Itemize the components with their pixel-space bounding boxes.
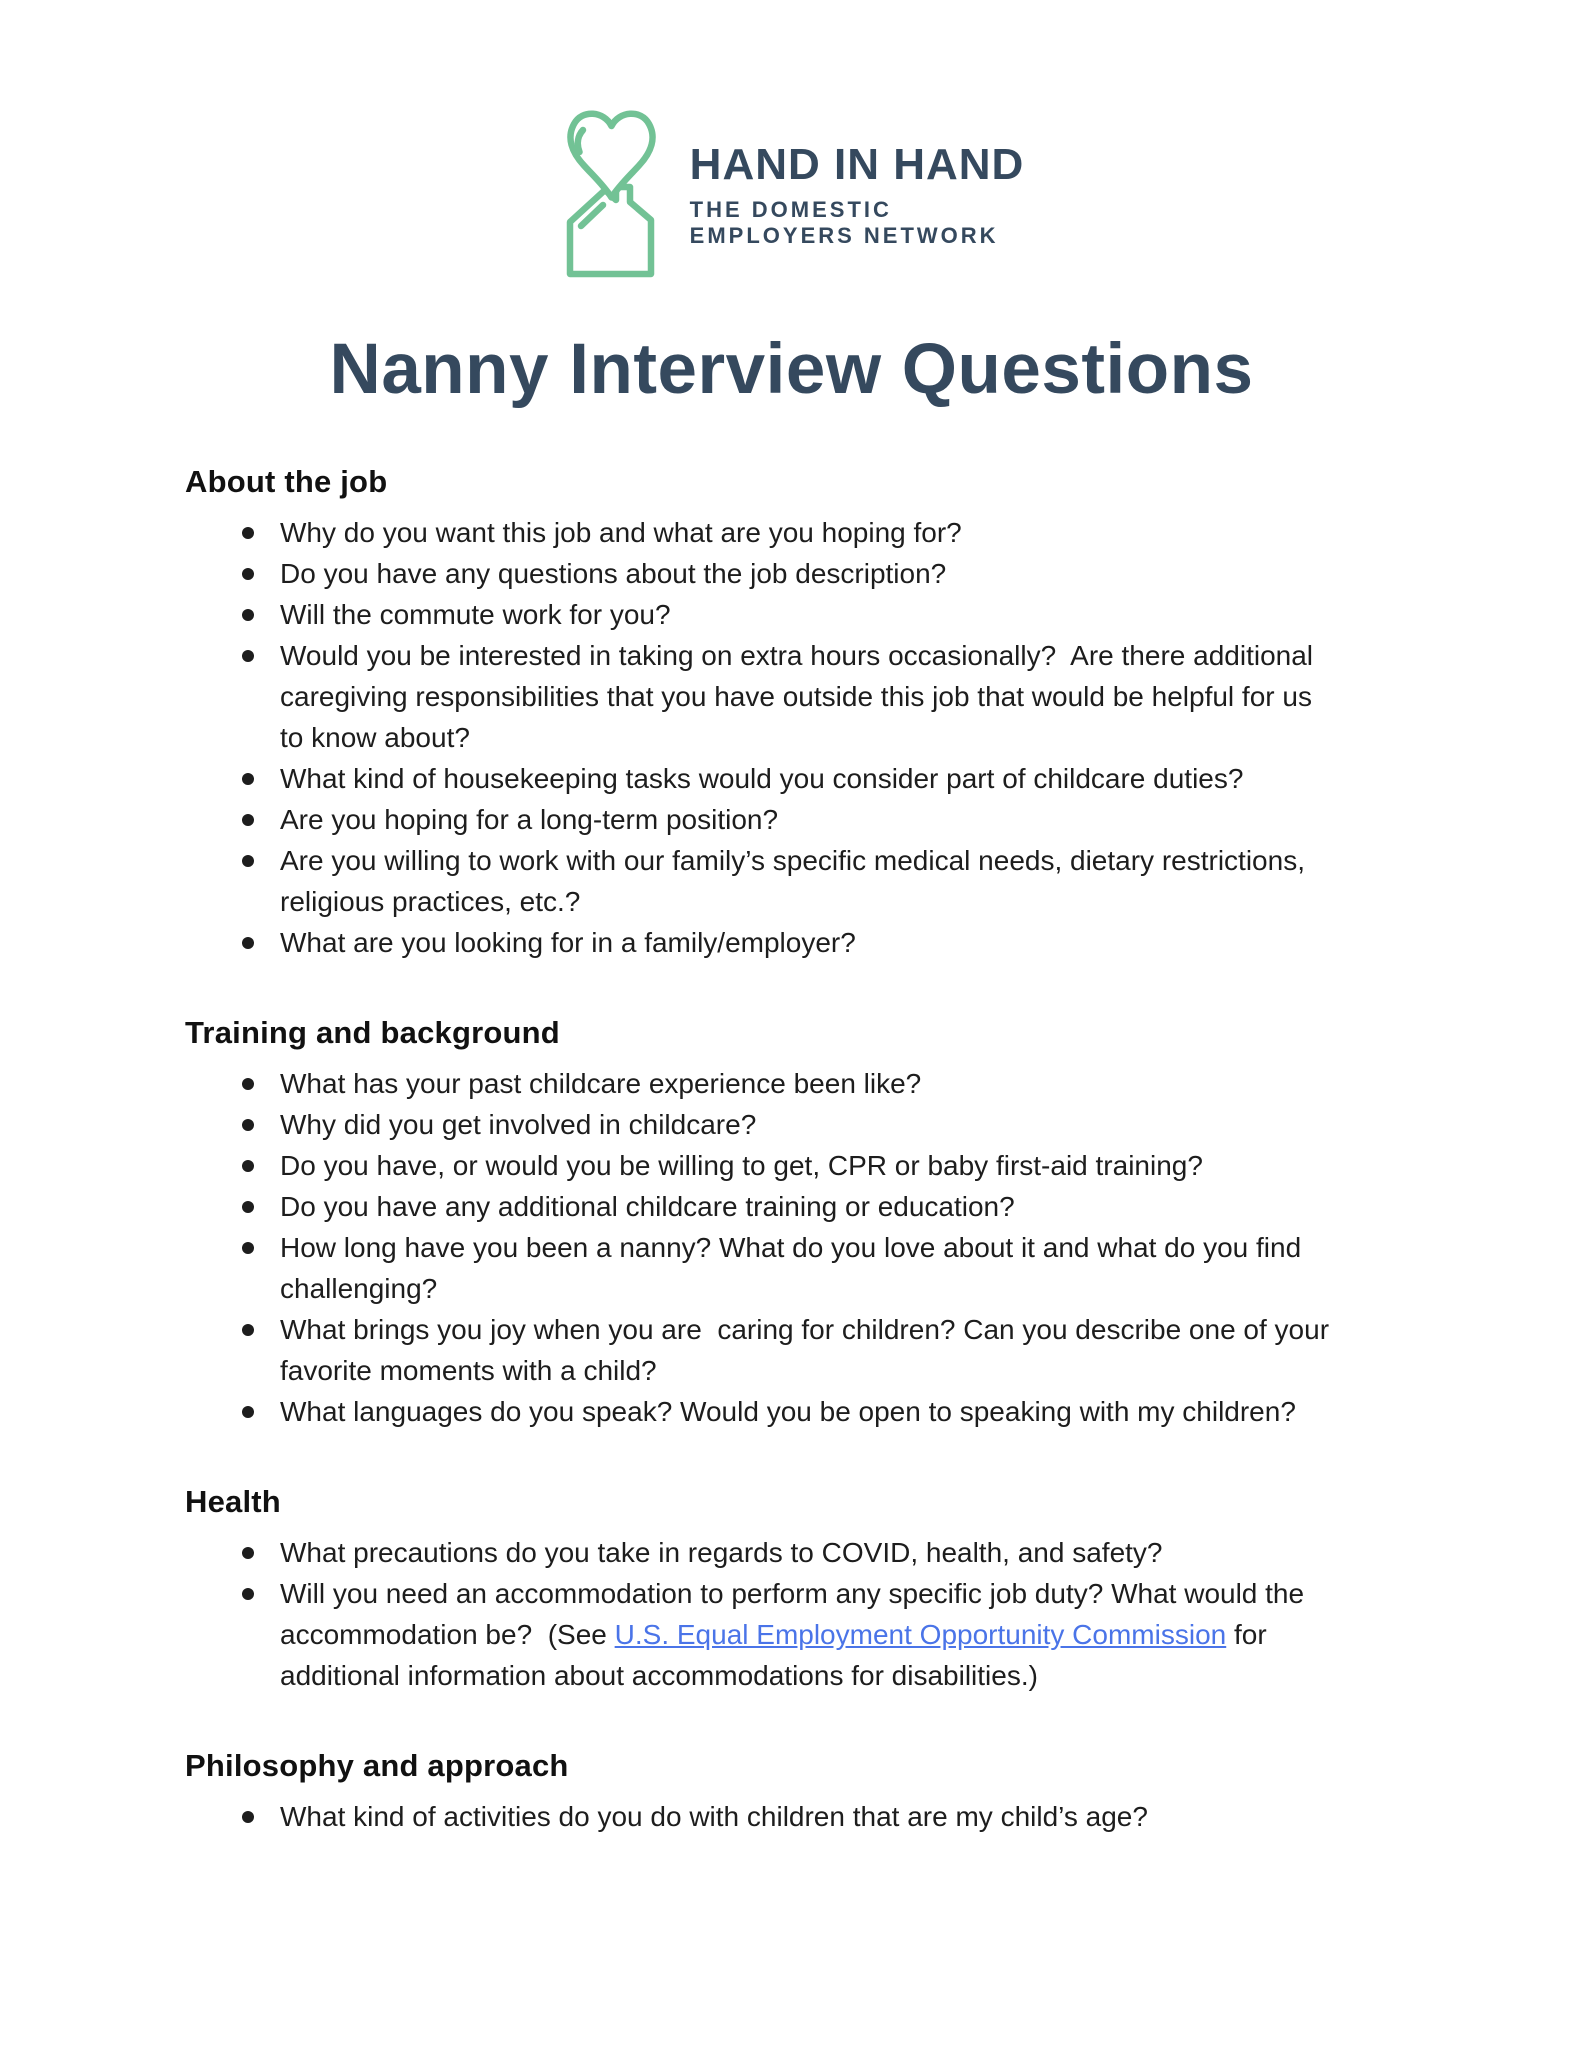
list-item xyxy=(185,1104,1335,1145)
brand-subtitle-line-1: THE DOMESTIC xyxy=(689,197,892,222)
list-item xyxy=(185,1145,1335,1186)
bullet-text-pre: Will you need an accommodation to perform any specific job duty? What would the accommodation be? (See xyxy=(280,1578,1312,1650)
list-item xyxy=(185,1796,1335,1837)
list-item xyxy=(185,799,1335,840)
list-item xyxy=(185,594,1335,635)
bullet-text: Do you have any questions about the job description? xyxy=(280,558,947,589)
brand-name: HAND IN HAND xyxy=(689,140,1025,189)
section-heading: Philosophy and approach xyxy=(185,1748,569,1783)
bullet-dot-icon xyxy=(242,1119,254,1131)
bullet-dot-icon xyxy=(242,650,254,662)
list-item xyxy=(185,1063,1335,1104)
list-item xyxy=(185,1186,1335,1227)
logo xyxy=(0,0,1583,281)
list-item xyxy=(185,1532,1335,1573)
bullet-text: What kind of housekeeping tasks would you consider part of childcare duties? xyxy=(280,763,1244,794)
bullet-list xyxy=(185,1063,1335,1432)
bullet-dot-icon xyxy=(242,1160,254,1172)
bullet-text: Why do you want this job and what are you hoping for? xyxy=(280,517,962,548)
brand-subtitle xyxy=(690,197,1025,249)
bullet-dot-icon xyxy=(242,1547,254,1559)
bullet-text: What kind of activities do you do with children that are my child’s age? xyxy=(280,1801,1148,1832)
bullet-dot-icon xyxy=(242,1324,254,1336)
section-heading: About the job xyxy=(185,464,388,499)
list-item xyxy=(185,1309,1335,1391)
list-item xyxy=(185,1391,1335,1432)
bullet-list xyxy=(185,1532,1335,1696)
bullet-text: What are you looking for in a family/employer? xyxy=(280,927,856,958)
bullet-dot-icon xyxy=(242,814,254,826)
bullet-dot-icon xyxy=(242,1811,254,1823)
bullet-dot-icon xyxy=(242,1242,254,1254)
list-item xyxy=(185,840,1335,922)
bullet-dot-icon xyxy=(242,937,254,949)
list-item xyxy=(185,553,1335,594)
heart-house-logo-icon xyxy=(559,103,664,281)
bullet-text: Would you be interested in taking on extra hours occasionally? Are there additional caregiving responsibilities that you have outside this job that would be helpful for us to know about? xyxy=(280,640,1321,753)
logo-text xyxy=(690,103,1025,281)
section-philosophy-and-approach xyxy=(0,1748,1583,1837)
bullet-text: How long have you been a nanny? What do you love about it and what do you find challenging? xyxy=(280,1232,1309,1304)
bullet-dot-icon xyxy=(242,1201,254,1213)
bullet-text: Do you have, or would you be willing to get, CPR or baby first-aid training? xyxy=(280,1150,1203,1181)
list-item xyxy=(185,758,1335,799)
bullet-text: Are you willing to work with our family’s specific medical needs, dietary restrictions, religious practices, etc.? xyxy=(280,845,1313,917)
bullet-text: What precautions do you take in regards to COVID, health, and safety? xyxy=(280,1537,1163,1568)
bullet-dot-icon xyxy=(242,1078,254,1090)
bullet-dot-icon xyxy=(242,609,254,621)
section-health xyxy=(0,1484,1583,1696)
bullet-text-post: for additional information about accommodations for disabilities.) xyxy=(280,1619,1275,1691)
bullet-list xyxy=(185,1796,1335,1837)
bullet-dot-icon xyxy=(242,773,254,785)
list-item xyxy=(185,922,1335,963)
bullet-text: Will the commute work for you? xyxy=(280,599,671,630)
list-item xyxy=(185,1227,1335,1309)
bullet-list xyxy=(185,512,1335,963)
section-heading: Health xyxy=(185,1484,281,1519)
bullet-text xyxy=(280,1578,1312,1691)
bullet-text: What brings you joy when you are caring for children? Can you describe one of your favorite moments with a child? xyxy=(280,1314,1337,1386)
bullet-text: What has your past childcare experience been like? xyxy=(280,1068,922,1099)
section-about-the-job xyxy=(0,464,1583,963)
bullet-dot-icon xyxy=(242,1588,254,1600)
bullet-text: What languages do you speak? Would you be open to speaking with my children? xyxy=(280,1396,1296,1427)
section-heading: Training and background xyxy=(185,1015,560,1050)
bullet-dot-icon xyxy=(242,527,254,539)
section-training-and-background xyxy=(0,1015,1583,1432)
brand-subtitle-line-2: EMPLOYERS NETWORK xyxy=(689,223,999,248)
page-title: Nanny Interview Questions xyxy=(329,330,1254,409)
eeoc-link[interactable]: U.S. Equal Employment Opportunity Commission xyxy=(614,1619,1227,1650)
bullet-dot-icon xyxy=(242,1406,254,1418)
bullet-dot-icon xyxy=(242,568,254,580)
bullet-dot-icon xyxy=(242,855,254,867)
list-item xyxy=(185,512,1335,553)
bullet-text: Are you hoping for a long-term position? xyxy=(280,804,779,835)
list-item xyxy=(185,1573,1335,1696)
list-item xyxy=(185,635,1335,758)
bullet-text: Why did you get involved in childcare? xyxy=(280,1109,757,1140)
bullet-text: Do you have any additional childcare training or education? xyxy=(280,1191,1015,1222)
